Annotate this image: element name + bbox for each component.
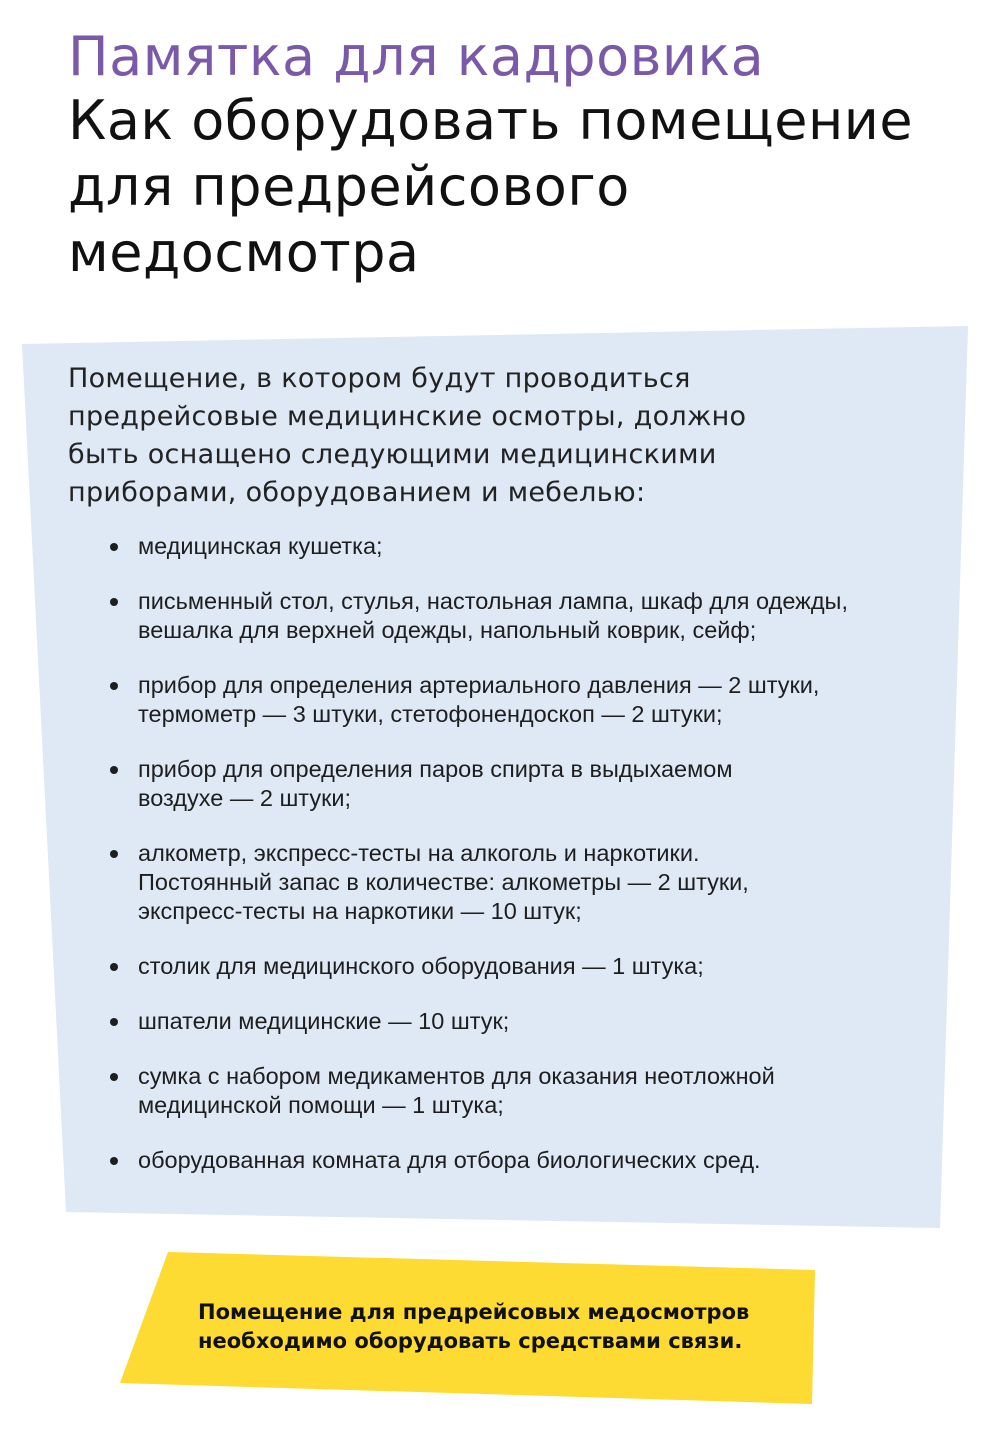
title-line: для предрейсового — [68, 155, 630, 218]
intro-line: приборами, оборудованием и мебелью: — [68, 477, 646, 508]
bullet-icon — [110, 850, 118, 858]
list-item-line: столик для медицинского оборудования — 1 штука; — [138, 953, 704, 979]
bullet-icon — [110, 963, 118, 971]
list-item — [108, 532, 928, 561]
header — [68, 26, 948, 286]
page-title — [68, 88, 948, 286]
intro-text — [68, 360, 928, 512]
bullet-icon — [110, 1018, 118, 1026]
bullet-icon — [110, 682, 118, 690]
bullet-icon — [110, 1073, 118, 1081]
intro-line: предрейсовые медицинские осмотры, должно — [68, 401, 747, 432]
list-item-line: сумка с набором медикаментов для оказания неотложной — [138, 1063, 775, 1089]
list-item-line: экспресс-тесты на наркотики — 10 штук; — [138, 898, 582, 924]
list-item-line: медицинской помощи — 1 штука; — [138, 1092, 504, 1118]
intro-line: Помещение, в котором будут проводиться — [68, 363, 691, 394]
note-text — [198, 1298, 818, 1356]
list-item-line: Постоянный запас в количестве: алкометры — 2 штуки, — [138, 869, 749, 895]
list-item — [108, 1062, 928, 1120]
list-item — [108, 839, 928, 926]
list-item-line: оборудованная комната для отбора биологических сред. — [138, 1147, 761, 1173]
bullet-icon — [110, 1157, 118, 1165]
title-line: медосмотра — [68, 221, 420, 284]
bullet-icon — [110, 598, 118, 606]
list-item-line: алкометр, экспресс-тесты на алкоголь и наркотики. — [138, 840, 700, 866]
intro-line: быть оснащено следующими медицинскими — [68, 439, 717, 470]
list-item — [108, 1007, 928, 1036]
list-item-line: шпатели медицинские — 10 штук; — [138, 1008, 510, 1034]
equipment-list — [68, 532, 928, 1175]
bullet-icon — [110, 543, 118, 551]
list-item-line: прибор для определения артериального давления — 2 штуки, — [138, 672, 820, 698]
list-item — [108, 952, 928, 981]
list-item — [108, 755, 928, 813]
title-line: Как оборудовать помещение — [68, 89, 914, 152]
list-item — [108, 671, 928, 729]
note-line: необходимо оборудовать средствами связи. — [198, 1329, 743, 1353]
list-item-line: прибор для определения паров спирта в выдыхаемом — [138, 756, 733, 782]
page-kicker: Памятка для кадровика — [68, 25, 765, 88]
list-item-line: письменный стол, стулья, настольная лампа, шкаф для одежды, — [138, 588, 848, 614]
bullet-icon — [110, 766, 118, 774]
note-line: Помещение для предрейсовых медосмотров — [198, 1300, 750, 1324]
list-item-line: термометр — 3 штуки, стетофонендоскоп — 2 штуки; — [138, 701, 723, 727]
list-item-line: медицинская кушетка; — [138, 533, 383, 559]
list-item-line: воздухе — 2 штуки; — [138, 785, 352, 811]
list-item — [108, 1146, 928, 1175]
info-card — [68, 360, 928, 1201]
list-item — [108, 587, 928, 645]
list-item-line: вешалка для верхней одежды, напольный коврик, сейф; — [138, 617, 757, 643]
